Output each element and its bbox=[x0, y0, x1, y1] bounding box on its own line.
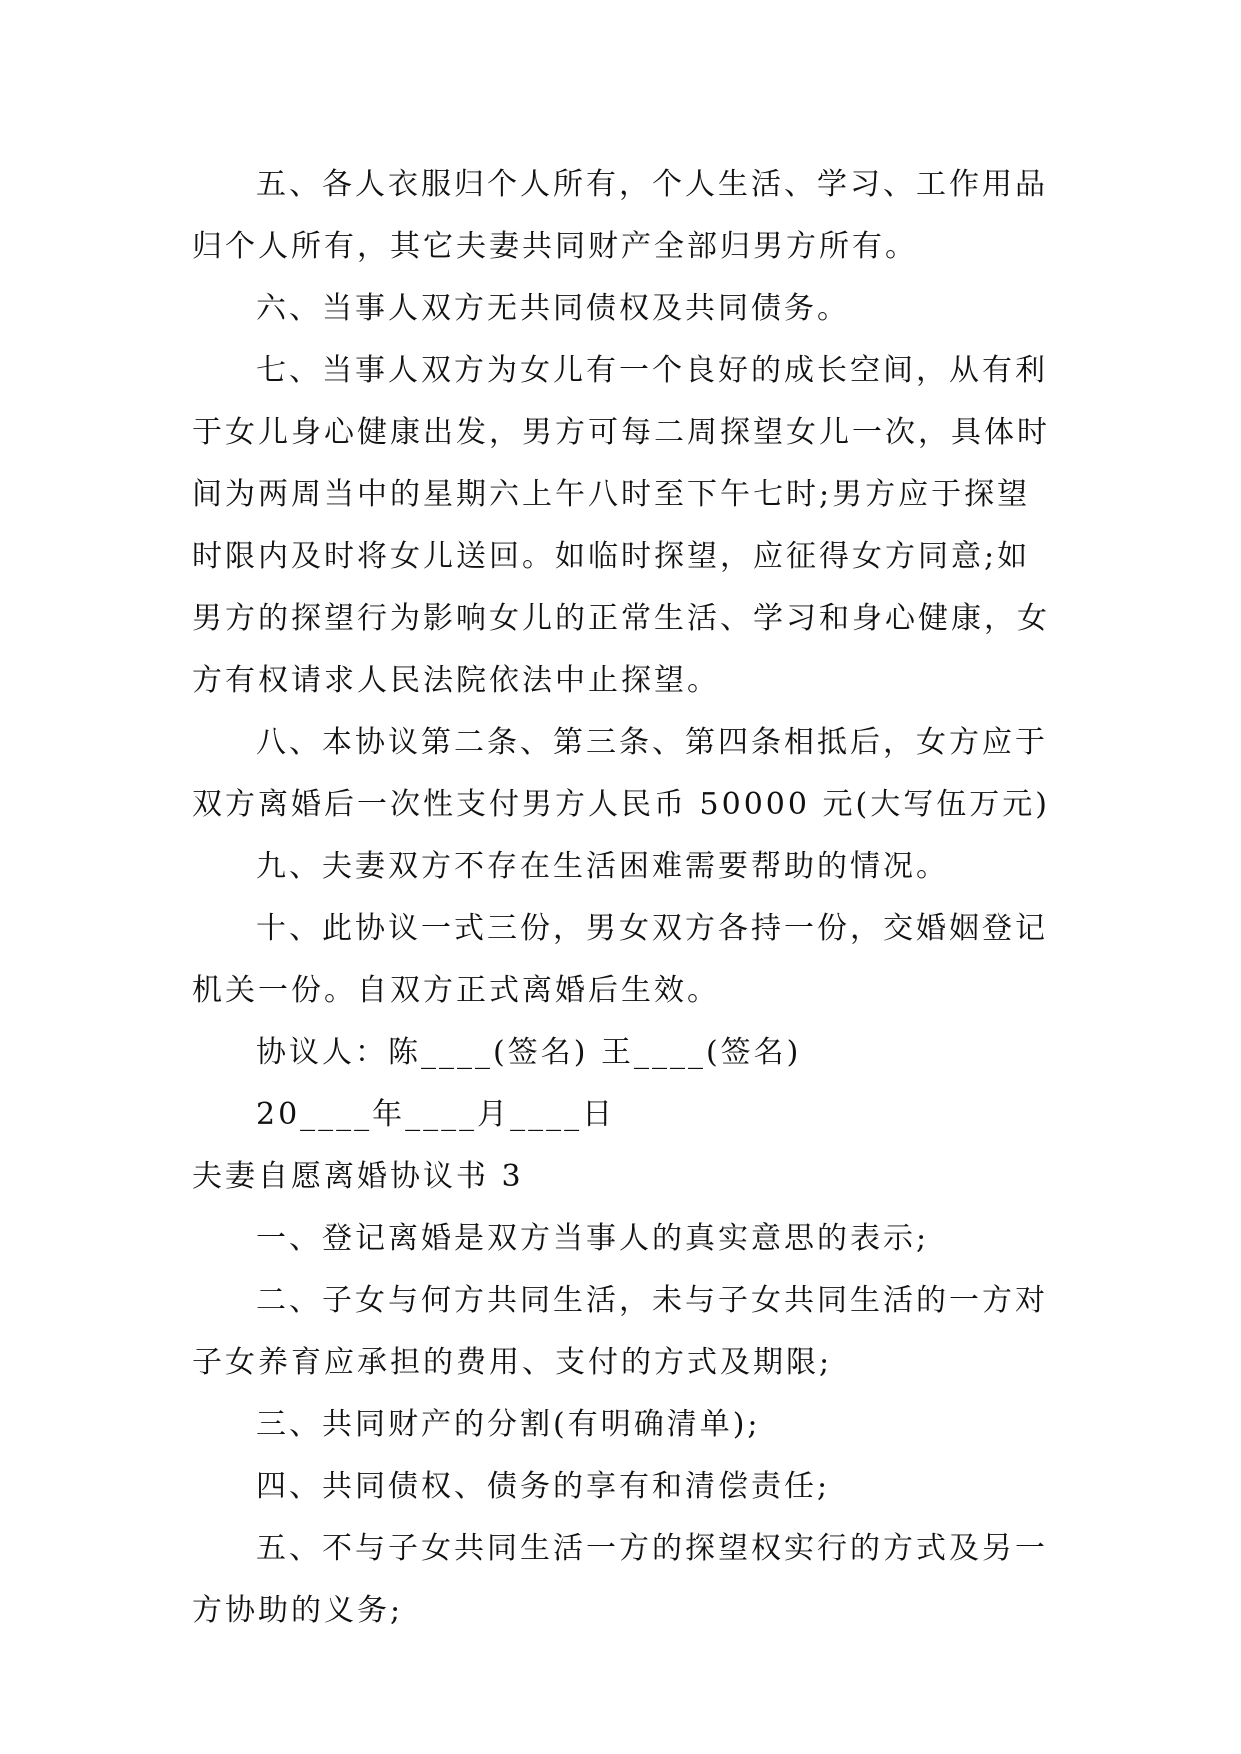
clause-9: 九、夫妻双方不存在生活困难需要帮助的情况。 bbox=[256, 849, 949, 884]
clause-6: 六、当事人双方无共同债权及共同债务。 bbox=[256, 291, 850, 326]
clause-7-line-4: 时限内及时将女儿送回。如临时探望，应征得女方同意;如 bbox=[192, 539, 1031, 574]
clause-8-line-2: 双方离婚后一次性支付男方人民币 50000 元(大写伍万元) bbox=[192, 787, 1050, 822]
clause-10-line-1: 十、此协议一式三份，男女双方各持一份，交婚姻登记 bbox=[256, 911, 1048, 946]
date-line: 20____年____月____日 bbox=[256, 1097, 616, 1132]
section-heading: 夫妻自愿离婚协议书 3 bbox=[192, 1159, 524, 1194]
clause-5-line-2: 归个人所有，其它夫妻共同财产全部归男方所有。 bbox=[192, 229, 918, 264]
document-body bbox=[192, 154, 1052, 1642]
clause-7-line-6: 方有权请求人民法院依法中止探望。 bbox=[192, 663, 720, 698]
clause-8-line-1: 八、本协议第二条、第三条、第四条相抵后，女方应于 bbox=[256, 725, 1048, 760]
item-5-line-1: 五、不与子女共同生活一方的探望权实行的方式及另一 bbox=[256, 1531, 1048, 1566]
item-5-line-2: 方协助的义务; bbox=[192, 1593, 404, 1628]
item-1: 一、登记离婚是双方当事人的真实意思的表示; bbox=[256, 1221, 930, 1256]
clause-7-line-3: 间为两周当中的星期六上午八时至下午七时;男方应于探望 bbox=[192, 477, 1031, 512]
item-3: 三、共同财产的分割(有明确清单); bbox=[256, 1407, 761, 1442]
signature-line: 协议人：陈____(签名) 王____(签名) bbox=[256, 1035, 802, 1070]
item-4: 四、共同债权、债务的享有和清偿责任; bbox=[256, 1469, 831, 1504]
clause-7-line-1: 七、当事人双方为女儿有一个良好的成长空间，从有利 bbox=[256, 353, 1048, 388]
clause-7-line-2: 于女儿身心健康出发，男方可每二周探望女儿一次，具体时 bbox=[192, 415, 1050, 450]
clause-10-line-2: 机关一份。自双方正式离婚后生效。 bbox=[192, 973, 720, 1008]
item-2-line-2: 子女养育应承担的费用、支付的方式及期限; bbox=[192, 1345, 833, 1380]
clause-5-line-1: 五、各人衣服归个人所有，个人生活、学习、工作用品 bbox=[256, 167, 1048, 202]
item-2-line-1: 二、子女与何方共同生活，未与子女共同生活的一方对 bbox=[256, 1283, 1048, 1318]
clause-7-line-5: 男方的探望行为影响女儿的正常生活、学习和身心健康，女 bbox=[192, 601, 1050, 636]
